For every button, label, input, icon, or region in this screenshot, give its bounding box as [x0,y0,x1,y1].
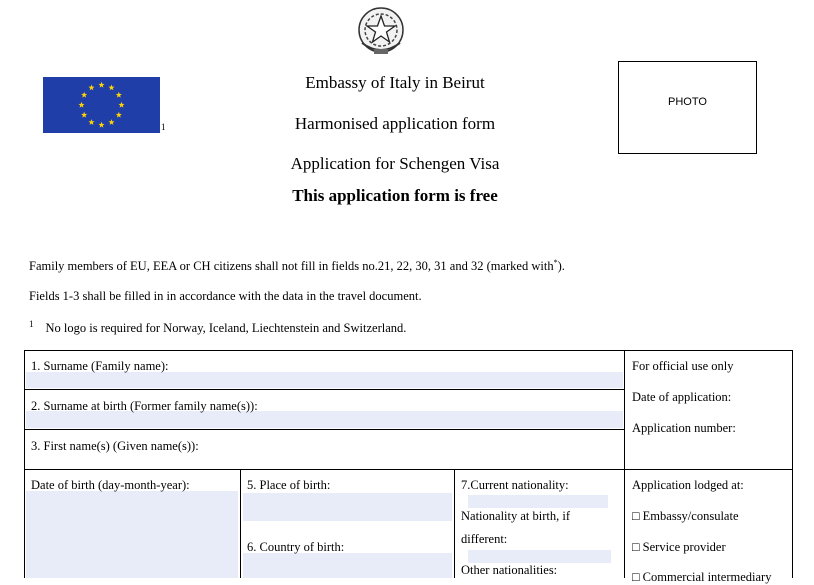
nationality-at-birth-label-2: different: [461,532,508,546]
flag-footnote-mark: 1 [161,122,166,132]
photo-label: PHOTO [668,96,707,108]
eu-star [116,112,122,118]
embassy-title: Embassy of Italy in Beirut [305,73,485,92]
italy-emblem [352,5,410,57]
current-nationality-input[interactable] [468,495,608,508]
eu-star [81,92,87,98]
eu-star [118,102,124,108]
nationality-at-birth-input[interactable] [468,550,611,563]
official-use-title: For official use only [632,359,734,373]
surname-input[interactable] [26,372,623,388]
eu-star [98,122,104,128]
first-name-label: 3. First name(s) (Given name(s)): [31,439,199,453]
family-members-note: Family members of EU, EEA or CH citizens shall not fill in fields no.21, 22, 30, 31 and 32 (marked with*). [29,258,565,274]
place-of-birth-input[interactable] [243,493,452,521]
current-nationality-label: 7.Current nationality: [461,478,569,492]
commercial-intermediary-checkbox[interactable]: □ Commercial intermediary [632,570,772,584]
surname-label: 1. Surname (Family name): [31,359,169,373]
application-lodged-at-label: Application lodged at: [632,478,744,492]
eu-star [88,119,94,125]
country-of-birth-input[interactable] [243,553,452,578]
eu-star [108,119,114,125]
free-notice: This application form is free [292,186,498,205]
application-form-table [24,350,793,584]
service-provider-checkbox[interactable]: □ Service provider [632,540,726,554]
nationality-at-birth-label: Nationality at birth, if [461,509,571,523]
eu-star [98,82,104,88]
date-of-birth-input[interactable] [26,491,238,578]
eu-star [78,102,84,108]
date-of-birth-label: Date of birth (day-month-year): [31,478,190,492]
form-subtitle: Application for Schengen Visa [290,154,500,173]
photo-box [618,61,757,154]
other-nationalities-label: Other nationalities: [461,563,558,577]
surname-at-birth-label: 2. Surname at birth (Former family name(s)): [31,399,258,413]
country-of-birth-label: 6. Country of birth: [247,540,345,554]
logo-footnote: $^1$ No logo is required for Norway, Iceland, Liechtenstein and Switzerland. [29,319,407,336]
eu-flag [43,77,160,133]
application-number-label: Application number: [632,421,736,435]
form-title: Harmonised application form [294,114,496,133]
date-of-application-label: Date of application: [632,390,732,404]
eu-star [116,92,122,98]
place-of-birth-label: 5. Place of birth: [247,478,331,492]
eu-star [108,84,114,90]
embassy-consulate-checkbox[interactable]: □ Embassy/consulate [632,509,739,523]
eu-star [81,112,87,118]
fields-note: Fields 1-3 shall be filled in in accordance with the data in the travel document. [29,289,422,303]
eu-star [88,84,94,90]
